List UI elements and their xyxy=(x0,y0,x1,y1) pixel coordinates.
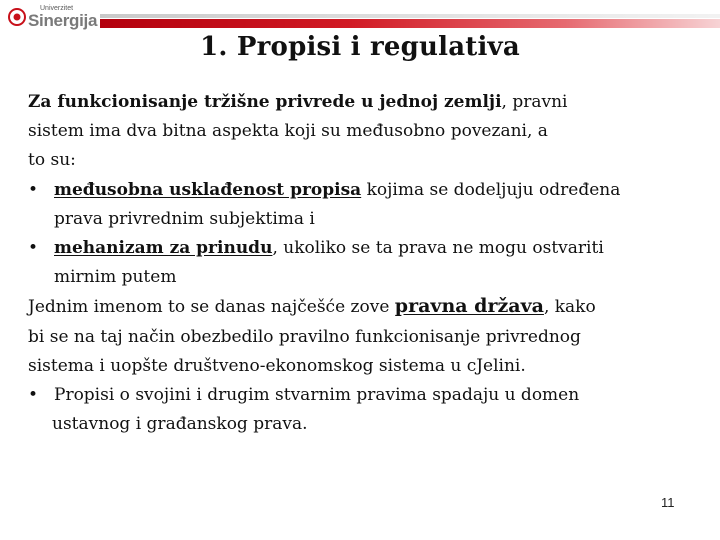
logo-subtitle: Univerzitet xyxy=(40,5,74,12)
paragraph-2-end: , kako xyxy=(543,297,596,318)
university-logo xyxy=(8,4,100,32)
paragraph-2-start: Jednim imenom to se danas najčešće zove xyxy=(28,297,395,318)
bullet-item-1 xyxy=(28,176,708,205)
rule-of-law-term: pravna država xyxy=(394,295,544,318)
paragraph-2-line-3: sistema i uopšte društveno-ekonomskog sistema u cJelini. xyxy=(28,355,526,376)
bullet-item-3 xyxy=(28,381,708,410)
header-band-gray xyxy=(100,14,720,18)
logo-wordmark: Sinergija xyxy=(28,11,98,30)
logo-emblem-icon xyxy=(8,8,26,26)
bullet-icon: • xyxy=(28,179,39,200)
slide-title: 1. Propisi i regulativa xyxy=(200,32,520,62)
intro-rest: , pravni xyxy=(501,92,568,112)
slide-content xyxy=(28,88,708,439)
paragraph-2-line-2: bi se na taj način obezbedilo pravilno funkcionisanje privrednog xyxy=(28,326,581,347)
bullet-1-term: međusobna usklađenost propisa xyxy=(54,179,362,200)
paragraph-1-line-1 xyxy=(28,88,708,117)
paragraph-1-line-3: to su: xyxy=(28,150,76,171)
bullet-1-line-2: prava privrednim subjektima i xyxy=(54,208,315,229)
bullet-item-2 xyxy=(28,234,708,263)
bullet-3-text: Propisi o svojini i drugim stvarnim pravima spadaju u domen xyxy=(54,385,580,406)
paragraph-1-line-2: sistem ima dva bitna aspekta koji su međusobno povezani, a xyxy=(28,121,548,142)
bullet-2-line-2: mirnim putem xyxy=(54,267,177,288)
bullet-1-text: kojima se dodeljuju određena xyxy=(361,179,621,200)
bullet-3-line-2: ustavnog i građanskog prava. xyxy=(52,414,308,435)
paragraph-2-line-1 xyxy=(28,292,708,322)
bullet-icon: • xyxy=(28,385,39,406)
bullet-2-text: , ukoliko se ta prava ne mogu ostvariti xyxy=(272,238,604,259)
bullet-2-term: mehanizam za prinudu xyxy=(54,238,273,259)
header-band-red xyxy=(100,19,720,28)
page-number: 11 xyxy=(661,495,675,510)
intro-bold-phrase: Za funkcionisanje tržišne privrede u jednoj zemlji xyxy=(28,92,502,112)
bullet-icon: • xyxy=(28,238,39,259)
header-decorative-band xyxy=(100,14,720,28)
